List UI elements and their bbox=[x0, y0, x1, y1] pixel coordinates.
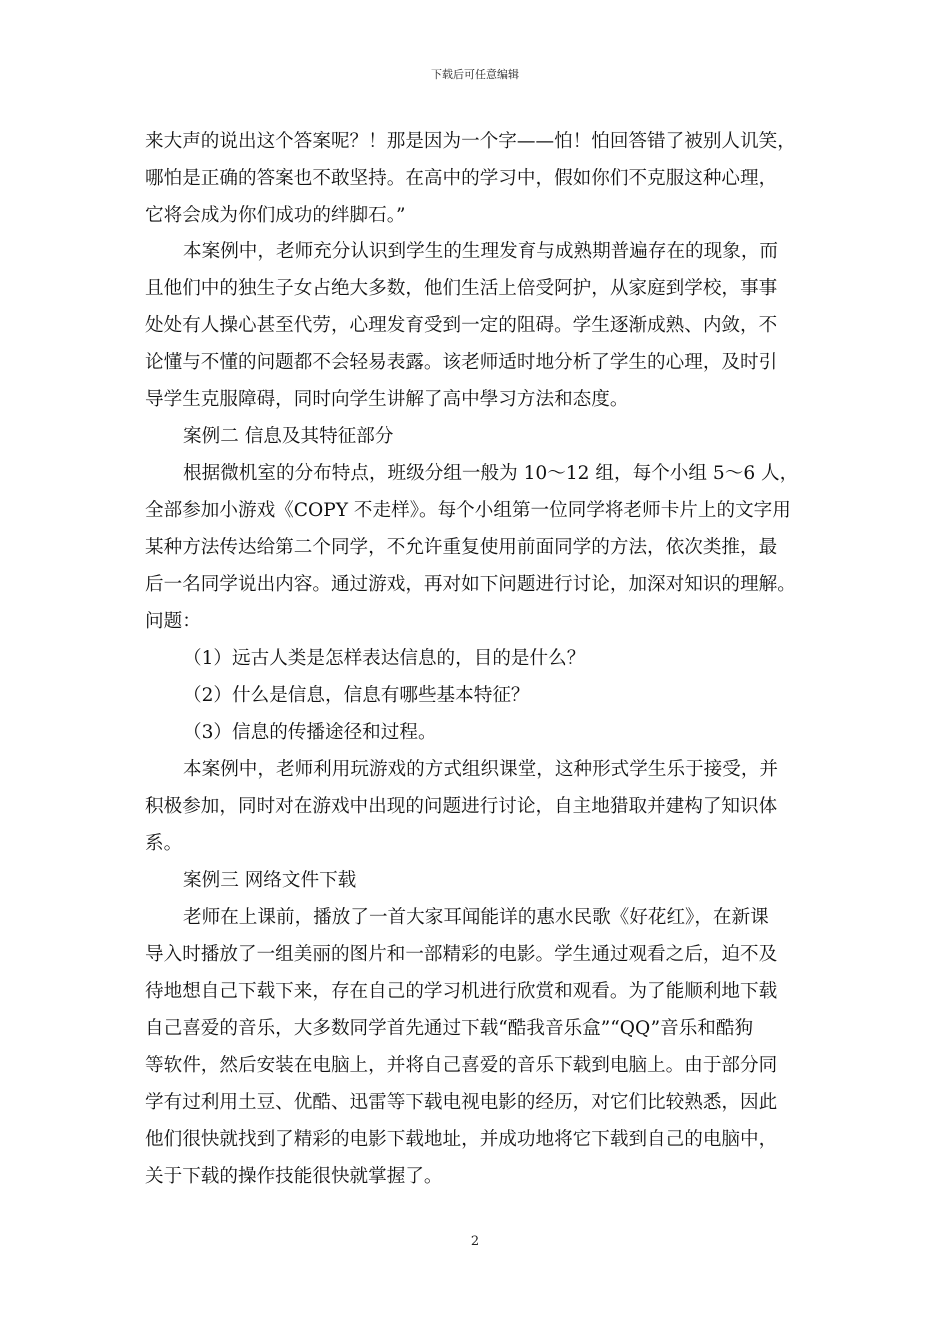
text-line: 根据微机室的分布特点，班级分组一般为 10～12 组，每个小组 5～6 人， bbox=[183, 463, 799, 484]
text-line: 导学生克服障碍，同时向学生讲解了高中學习方法和态度。 bbox=[145, 389, 629, 410]
text-line: 老师在上课前，播放了一首大家耳闻能详的惠水民歌《好花红》，在新课 bbox=[183, 907, 769, 928]
list-item: （3）信息的传播途径和过程。 bbox=[183, 722, 437, 743]
section-heading: 案例二 信息及其特征部分 bbox=[183, 426, 394, 447]
text-line: 他们很快就找到了精彩的电影下载地址，并成功地将它下载到自己的电脑中， bbox=[145, 1129, 778, 1150]
text-line: 某种方法传达给第二个同学，不允许重复使用前面同学的方法，依次类推，最 bbox=[145, 537, 778, 558]
text-line: 等软件，然后安装在电脑上，并将自己喜爱的音乐下载到电脑上。由于部分同 bbox=[145, 1055, 778, 1076]
text-line: 哪怕是正确的答案也不敢坚持。在高中的学习中，假如你们不克服这种心理， bbox=[145, 168, 778, 189]
text-line: 处处有人操心甚至代劳，心理发育受到一定的阻碍。学生逐渐成熟、内敛，不 bbox=[145, 315, 778, 336]
text-line: 自己喜爱的音乐，大多数同学首先通过下载“酷我音乐盒”“QQ”音乐和酷狗 bbox=[145, 1018, 754, 1039]
text-line: 关于下载的操作技能很快就掌握了。 bbox=[145, 1166, 443, 1187]
text-line: 后一名同学说出内容。通过游戏，再对如下问题进行讨论，加深对知识的理解。 bbox=[145, 574, 796, 595]
text-line: 问题： bbox=[145, 611, 201, 632]
text-line: 待地想自己下载下来，存在自己的学习机进行欣赏和观看。为了能顺利地下载 bbox=[145, 981, 778, 1002]
text-line: 学有过利用土豆、优酷、迅雷等下载电视电影的经历，对它们比较熟悉，因此 bbox=[145, 1092, 778, 1113]
text-line: 导入时播放了一组美丽的图片和一部精彩的电影。学生通过观看之后，迫不及 bbox=[145, 944, 778, 965]
text-line: 来大声的说出这个答案呢？！那是因为一个字——怕！怕回答错了被别人讥笑， bbox=[145, 131, 796, 152]
list-item: （1）远古人类是怎样表达信息的，目的是什么？ bbox=[183, 648, 586, 669]
section-heading: 案例三 网络文件下载 bbox=[183, 870, 357, 891]
text-line: 本案例中，老师充分认识到学生的生理发育与成熟期普遍存在的现象，而 bbox=[183, 241, 779, 262]
text-line: 全部参加小游戏《COPY 不走样》。每个小组第一位同学将老师卡片上的文字用 bbox=[145, 500, 791, 521]
text-line: 积极参加，同时对在游戏中出现的问题进行讨论，自主地猎取并建构了知识体 bbox=[145, 796, 778, 817]
text-line: 系。 bbox=[145, 833, 183, 854]
text-line: 它将会成为你们成功的绊脚石。” bbox=[145, 205, 406, 226]
text-line: 本案例中，老师利用玩游戏的方式组织课堂，这种形式学生乐于接受，并 bbox=[183, 759, 779, 780]
page-header: 下载后可任意编辑 bbox=[431, 68, 519, 81]
text-line: 论懂与不懂的问题都不会轻易表露。该老师适时地分析了学生的心理，及时引 bbox=[145, 352, 778, 373]
list-item: （2）什么是信息，信息有哪些基本特征？ bbox=[183, 685, 530, 706]
text-line: 且他们中的独生子女占绝大多数，他们生活上倍受阿护，从家庭到学校，事事 bbox=[145, 278, 778, 299]
page-number: 2 bbox=[470, 1234, 480, 1249]
